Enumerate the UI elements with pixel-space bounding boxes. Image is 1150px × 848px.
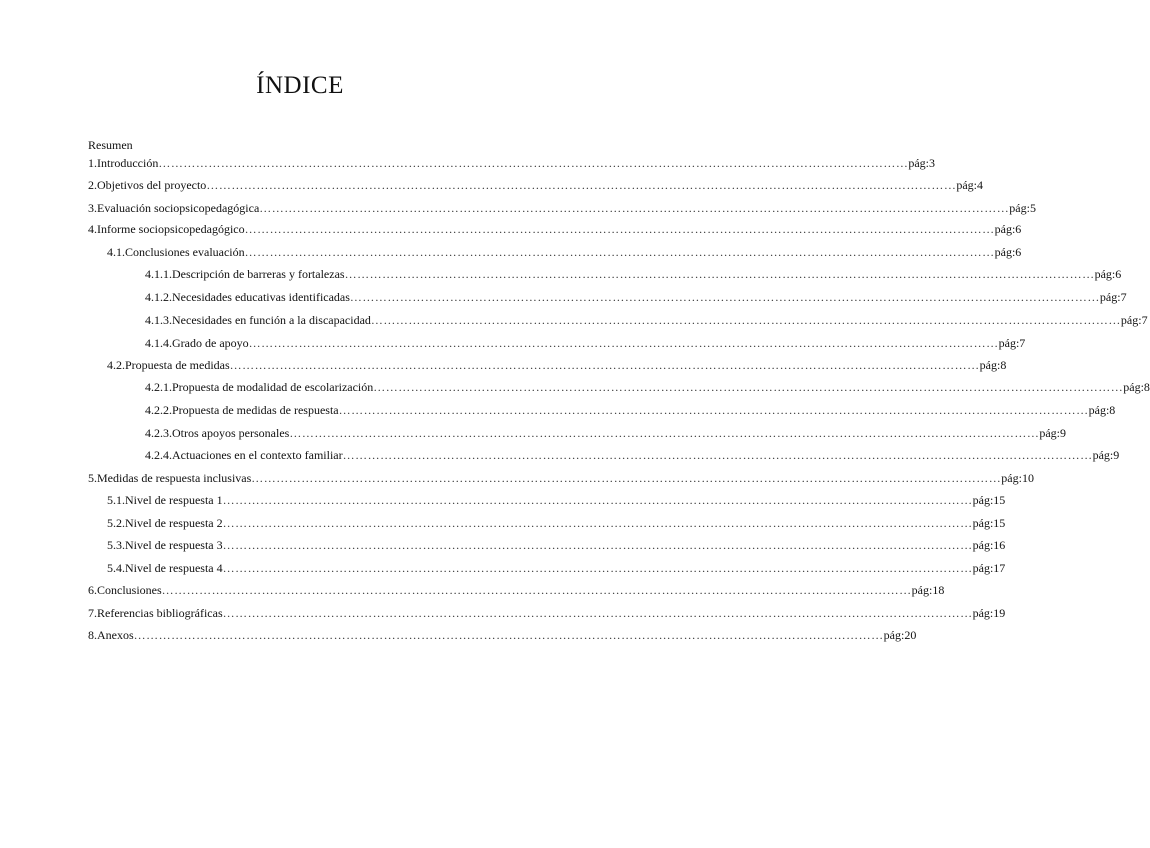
toc-entry-introduccion[interactable]	[88, 156, 935, 172]
leader-dots: ………………………………………………………………………………………………………………………………………………………………	[244, 245, 995, 259]
toc-entry-anexos[interactable]	[88, 628, 917, 644]
toc-page: pág:7	[1120, 313, 1148, 327]
toc-entry-necesidades-educativas[interactable]	[145, 290, 1127, 306]
toc-label: 7.Referencias bibliográficas	[88, 606, 223, 620]
toc-label: 1.Introducción	[88, 156, 159, 170]
toc-entry-necesidades-discapacidad[interactable]	[145, 313, 1148, 329]
toc-label: 8.Anexos	[88, 628, 134, 642]
toc-entry-resumen[interactable]: Resumen	[88, 138, 133, 152]
leader-dots: ………………………………………………………………………………………………………………………………………………………………	[373, 380, 1124, 394]
toc-entry-barreras-fortalezas[interactable]	[145, 267, 1122, 283]
leader-dots: ………………………………………………………………………………………………………………………………………………………………	[206, 178, 957, 192]
toc-page: pág:3	[908, 156, 935, 170]
toc-entry-otros-apoyos[interactable]	[145, 426, 1066, 442]
leader-dots: ………………………………………………………………………………………………………………………………………………………………	[349, 290, 1100, 304]
toc-entry-nivel-1[interactable]	[107, 493, 1006, 509]
toc-entry-referencias[interactable]	[88, 606, 1006, 622]
leader-dots: ………………………………………………………………………………………………………………………………………………………………	[248, 336, 999, 350]
toc-label: 4.1.4.Grado de apoyo	[145, 336, 249, 350]
toc-entry-informe[interactable]	[88, 222, 1022, 238]
toc-label: 4.1.1.Descripción de barreras y fortalezas	[145, 267, 345, 281]
leader-dots: ………………………………………………………………………………………………………………………………………………………………	[338, 403, 1089, 417]
toc-label: 5.1.Nivel de respuesta 1	[107, 493, 223, 507]
toc-entry-nivel-4[interactable]	[107, 561, 1006, 577]
leader-dots: ………………………………………………………………………………………………………………………………………………………………	[161, 583, 912, 597]
toc-entry-nivel-2[interactable]	[107, 516, 1006, 532]
leader-dots: ………………………………………………………………………………………………………………………………………………………………	[370, 313, 1121, 327]
toc-label: 4.2.1.Propuesta de modalidad de escolarización	[145, 380, 374, 394]
toc-page: pág:6	[1094, 267, 1122, 281]
leader-dots: ………………………………………………………………………………………………………………………………………………………………	[222, 561, 973, 575]
toc-page: pág:4	[956, 178, 983, 192]
toc-label: 4.2.2.Propuesta de medidas de respuesta	[145, 403, 339, 417]
leader-dots: ………………………………………………………………………………………………………………………………………………………………	[158, 156, 909, 170]
leader-dots: ………………………………………………………………………………………………………………………………………………………………	[133, 628, 884, 642]
toc-page: pág:16	[972, 538, 1006, 552]
toc-page: pág:8	[1123, 380, 1150, 394]
toc-page: pág:15	[972, 516, 1006, 530]
toc-label: 6.Conclusiones	[88, 583, 162, 597]
leader-dots: ………………………………………………………………………………………………………………………………………………………………	[229, 358, 980, 372]
leader-dots: ………………………………………………………………………………………………………………………………………………………………	[244, 222, 995, 236]
toc-label: 4.1.Conclusiones evaluación	[107, 245, 245, 259]
toc-page: pág:6	[994, 245, 1022, 259]
toc-label: 4.1.3.Necesidades en función a la discapacidad	[145, 313, 371, 327]
leader-dots: ………………………………………………………………………………………………………………………………………………………………	[344, 267, 1095, 281]
toc-entry-evaluacion[interactable]	[88, 201, 1036, 217]
toc-page: pág:15	[972, 493, 1006, 507]
toc-page: pág:9	[1092, 448, 1120, 462]
toc-page: pág:8	[979, 358, 1007, 372]
toc-page: pág:20	[883, 628, 917, 642]
leader-dots: ………………………………………………………………………………………………………………………………………………………………	[289, 426, 1040, 440]
leader-dots: ………………………………………………………………………………………………………………………………………………………………	[222, 516, 973, 530]
leader-dots: ………………………………………………………………………………………………………………………………………………………………	[222, 538, 973, 552]
toc-page: pág:7	[998, 336, 1026, 350]
toc-entry-conclusiones[interactable]	[88, 583, 945, 599]
toc-entry-nivel-3[interactable]	[107, 538, 1006, 554]
toc-page: pág:18	[911, 583, 945, 597]
toc-entry-modalidad-escolarizacion[interactable]	[145, 380, 1150, 396]
toc-entry-grado-apoyo[interactable]	[145, 336, 1026, 352]
toc-page: pág:17	[972, 561, 1006, 575]
toc-entry-propuesta-medidas[interactable]	[107, 358, 1007, 374]
toc-page: pág:6	[994, 222, 1022, 236]
toc-label: 5.4.Nivel de respuesta 4	[107, 561, 223, 575]
toc-page: pág:10	[1001, 471, 1034, 485]
toc-page: pág:8	[1088, 403, 1116, 417]
toc-label: 5.3.Nivel de respuesta 3	[107, 538, 223, 552]
toc-entry-contexto-familiar[interactable]	[145, 448, 1120, 464]
toc-page: pág:5	[1009, 201, 1036, 215]
toc-label: 2.Objetivos del proyecto	[88, 178, 207, 192]
leader-dots: ………………………………………………………………………………………………………………………………………………………………	[222, 606, 973, 620]
leader-dots: ………………………………………………………………………………………………………………………………………………………………	[342, 448, 1093, 462]
toc-label: 5.Medidas de respuesta inclusivas	[88, 471, 252, 485]
toc-label: 4.2.4.Actuaciones en el contexto familiar	[145, 448, 343, 462]
index-title: ÍNDICE	[256, 72, 344, 99]
toc-page: pág:9	[1039, 426, 1066, 440]
leader-dots: ………………………………………………………………………………………………………………………………………………………………	[251, 471, 1002, 485]
toc-page: pág:7	[1099, 290, 1127, 304]
toc-entry-objetivos[interactable]	[88, 178, 983, 194]
leader-dots: ………………………………………………………………………………………………………………………………………………………………	[222, 493, 973, 507]
toc-label: 4.2.3.Otros apoyos personales	[145, 426, 290, 440]
toc-label: 4.2.Propuesta de medidas	[107, 358, 230, 372]
toc-label: 4.Informe sociopsicopedagógico	[88, 222, 245, 236]
toc-entry-medidas-respuesta[interactable]	[145, 403, 1116, 419]
toc-label: 3.Evaluación sociopsicopedagógica	[88, 201, 260, 215]
leader-dots: ………………………………………………………………………………………………………………………………………………………………	[259, 201, 1010, 215]
toc-entry-medidas-inclusivas[interactable]	[88, 471, 1034, 487]
toc-label: 4.1.2.Necesidades educativas identificadas	[145, 290, 350, 304]
toc-label: 5.2.Nivel de respuesta 2	[107, 516, 223, 530]
toc-entry-conclusiones-evaluacion[interactable]	[107, 245, 1022, 261]
toc-page: pág:19	[972, 606, 1006, 620]
